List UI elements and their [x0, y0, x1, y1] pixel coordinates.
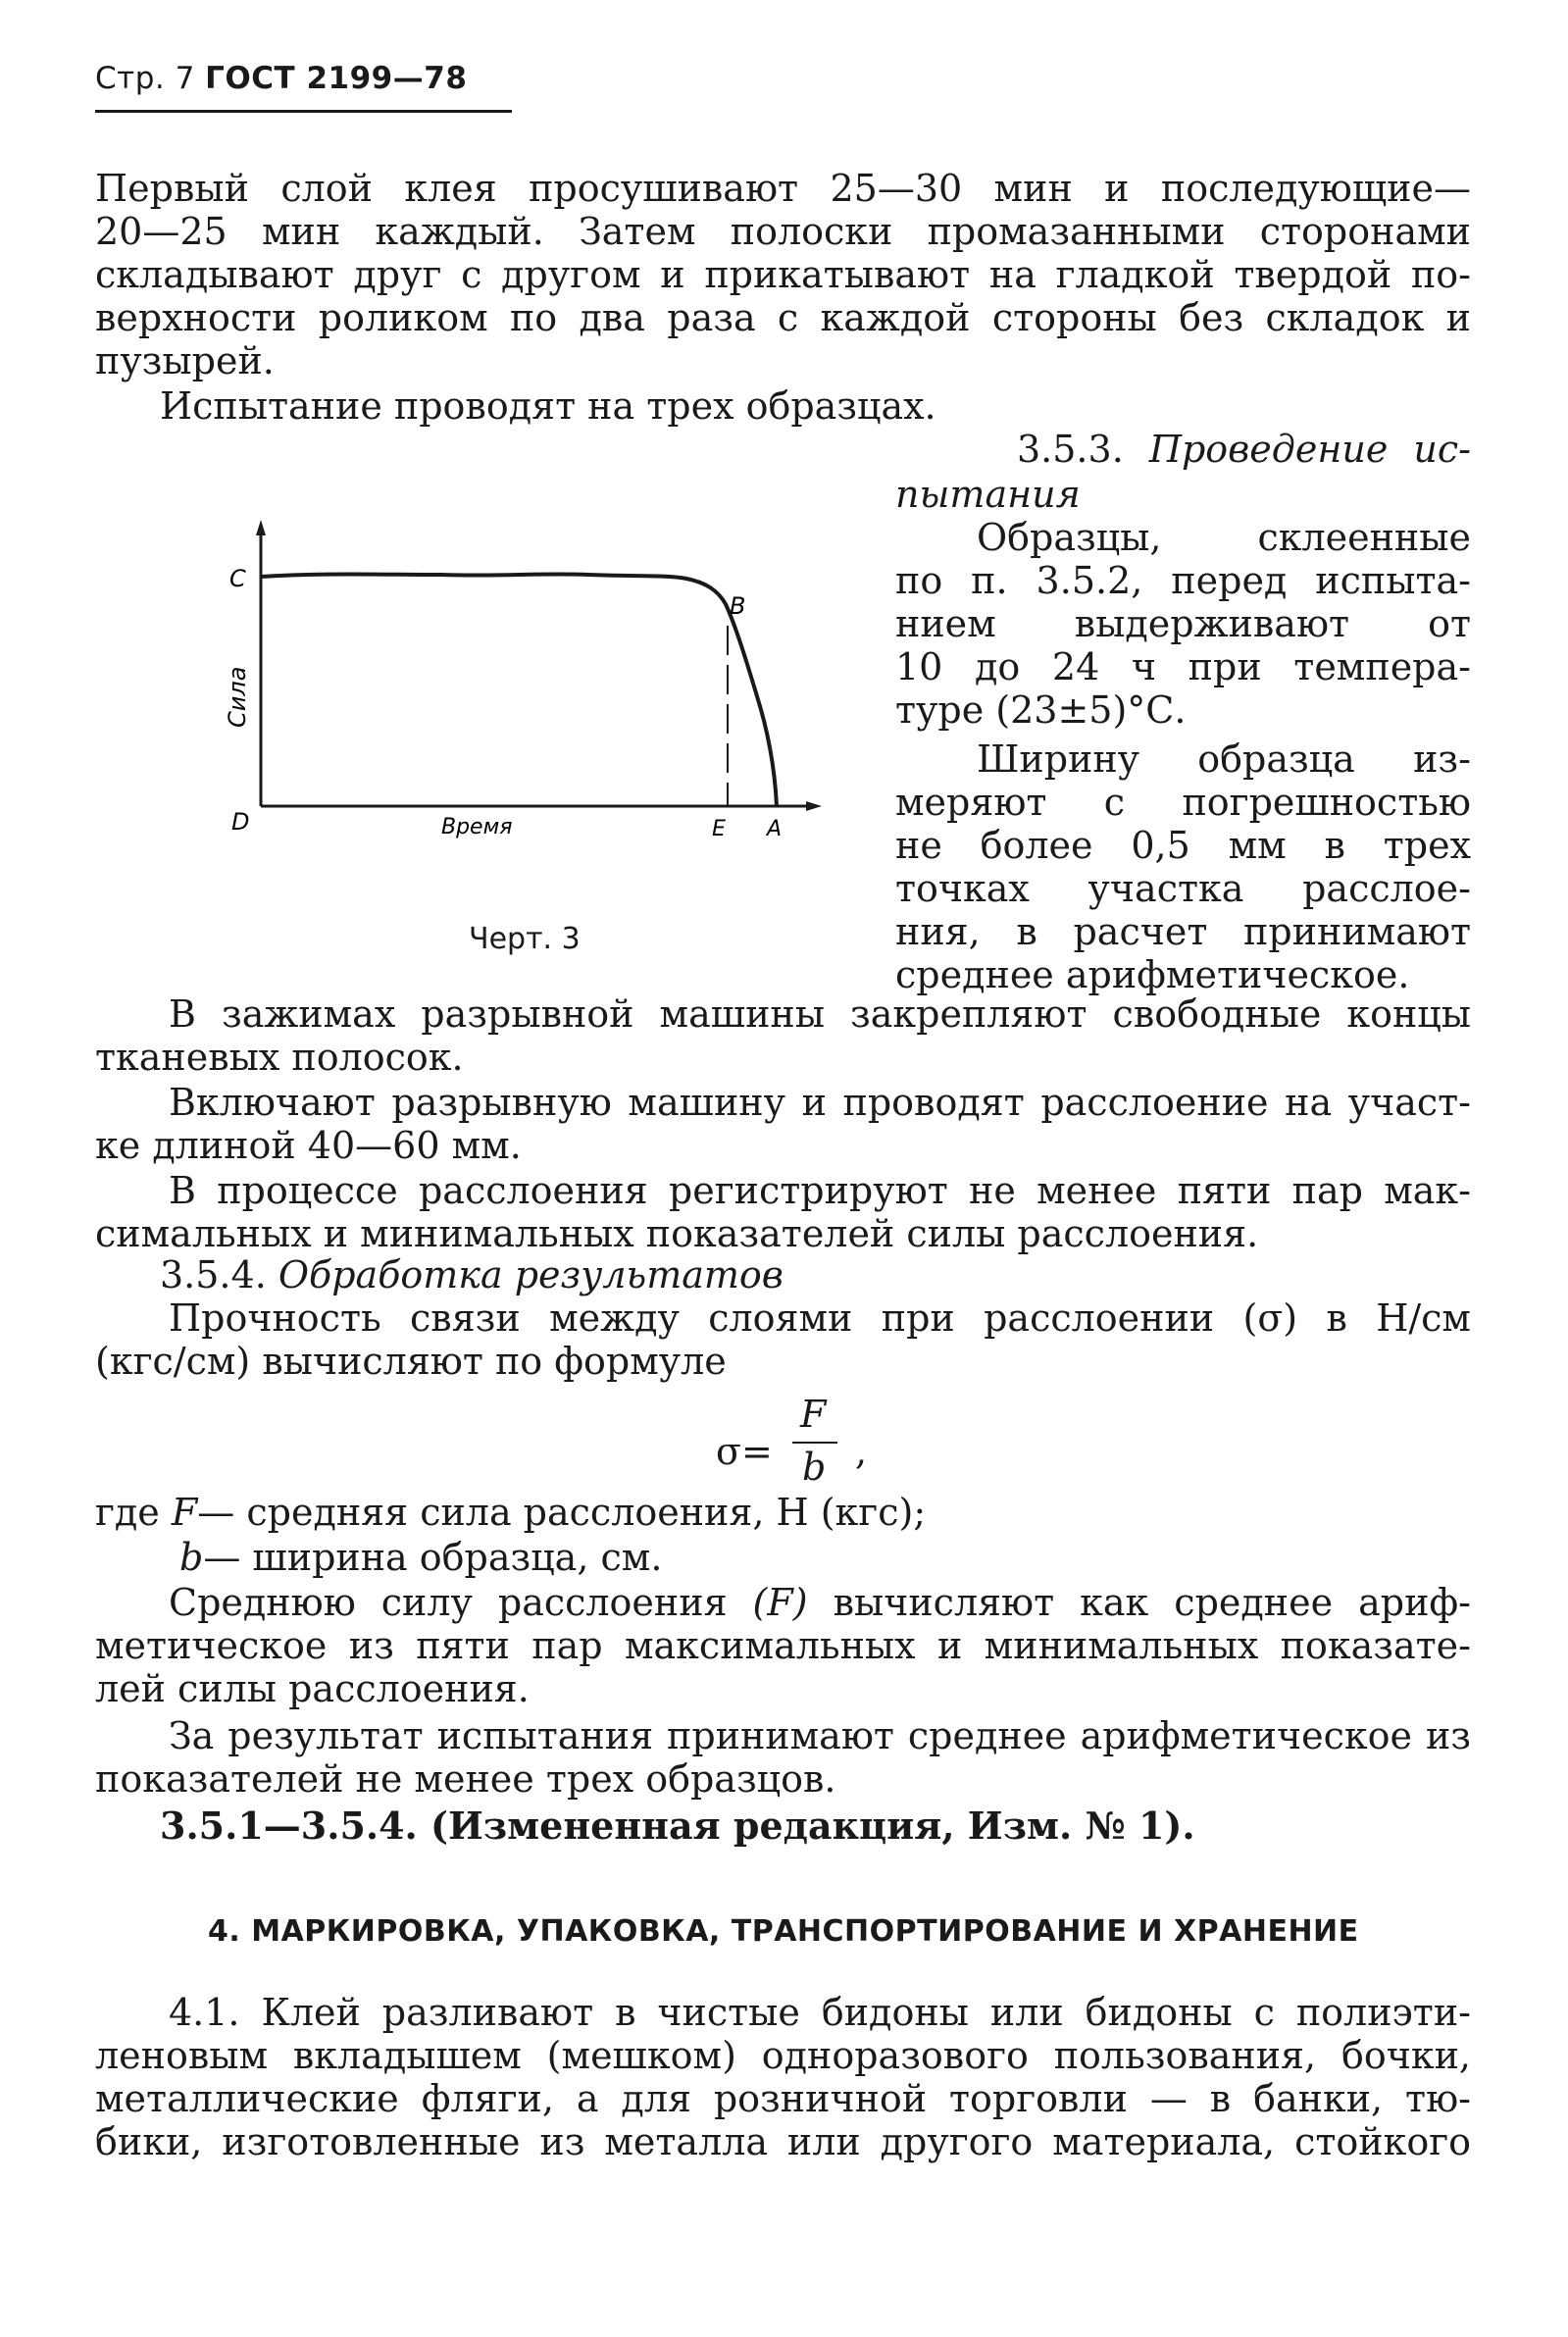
header-page: Стр. 7: [95, 61, 195, 96]
line: 4.1. Клей разливают в чистые бидоны или бидоны с полиэти-: [169, 1991, 1471, 2034]
side-paragraph-2: [895, 737, 1471, 996]
section-353-title-cont: пытания: [895, 473, 1081, 516]
line: Прочность связи между слоями при расслоении (σ) в Н/см: [169, 1296, 1471, 1340]
fraction-bar: [792, 1442, 837, 1444]
where-line-2: [179, 1536, 662, 1579]
section-353-number: 3.5.3.: [1017, 428, 1124, 471]
line: металлические фляги, а для розничной торговли — в банки, тю-: [95, 2077, 1471, 2120]
amendment-note: 3.5.1—3.5.4. (Измененная редакция, Изм. № 1).: [160, 1804, 1195, 1848]
force-time-figure: [216, 510, 824, 892]
line: ке длиной 40—60 мм.: [95, 1124, 522, 1167]
section-353-heading: [1017, 428, 1471, 471]
line: нием выдерживают от: [895, 602, 1471, 645]
point-c-label: C: [229, 565, 246, 592]
line: не более 0,5 мм в трех: [895, 824, 1471, 867]
line: верхности роликом по два раза с каждой стороны без складок и: [95, 296, 1471, 339]
paragraph-6: [95, 1296, 1471, 1383]
side-paragraph-1: [895, 516, 1471, 732]
formula-tail: ,: [855, 1430, 868, 1473]
p7-a: Среднюю силу расслоения: [169, 1581, 728, 1624]
where-line-1: [95, 1491, 926, 1534]
formula: [716, 1393, 941, 1500]
line: метическое из пяти пар максимальных и минимальных показате-: [95, 1624, 1471, 1667]
where-desc-f: — средняя сила расслоения, Н (кгс);: [197, 1491, 927, 1534]
line: складывают друг с другом и прикатывают на гладкой твердой по-: [95, 253, 1471, 296]
line: симальных и минимальных показателей силы расслоения.: [95, 1212, 1259, 1255]
line: точках участка расслое-: [895, 867, 1471, 910]
where-var-f: F: [171, 1491, 198, 1534]
figure-caption: Черт. 3: [469, 922, 581, 956]
line: За результат испытания принимают среднее арифметическое из: [169, 1714, 1471, 1757]
formula-denominator: b: [802, 1446, 827, 1489]
line: леновым вкладышем (мешком) одноразового пользования, бочки,: [95, 2034, 1471, 2077]
line: меряют с погрешностью: [895, 781, 1471, 824]
point-a-label: A: [767, 817, 783, 841]
line: Образцы, склеенные: [977, 516, 1471, 559]
y-axis-arrow: [256, 520, 266, 535]
header-text: [95, 61, 507, 96]
paragraph-10: [95, 1991, 1471, 2163]
x-axis-label: Время: [441, 815, 513, 839]
paragraph-3: [95, 992, 1471, 1079]
section-354-title: Обработка результатов: [278, 1253, 784, 1296]
line: В процессе расслоения регистрируют не менее пяти пар мак-: [169, 1169, 1471, 1212]
line: по п. 3.5.2, перед испыта-: [895, 559, 1471, 602]
point-d-label: D: [231, 808, 250, 836]
section-354-number: 3.5.4.: [160, 1253, 267, 1296]
line: [1017, 428, 1471, 471]
line: 20—25 мин каждый. Затем полоски промазанными сторонами: [95, 210, 1471, 253]
p7-var: (F): [752, 1581, 808, 1624]
x-axis-arrow: [806, 801, 822, 811]
section-354-heading: [160, 1253, 784, 1296]
line: среднее арифметическое.: [895, 953, 1410, 996]
paragraph-8: [95, 1714, 1471, 1801]
force-curve: [261, 574, 777, 806]
y-axis-label: Сила: [224, 666, 251, 728]
paragraph-7: [95, 1581, 1471, 1710]
line: [95, 1581, 1471, 1624]
paragraph-2: Испытание проводят на трех образцах.: [160, 384, 936, 428]
line: В зажимах разрывной машины закрепляют свободные концы: [169, 992, 1471, 1036]
paragraph-4: [95, 1081, 1471, 1167]
point-b-label: B: [730, 592, 746, 620]
line: показателей не менее трех образцов.: [95, 1757, 836, 1801]
paragraph-1: [95, 167, 1471, 382]
point-e-label: E: [712, 817, 726, 841]
formula-lhs: σ=: [716, 1430, 773, 1473]
header-rule: [95, 110, 512, 113]
section-4-title: 4. МАРКИРОВКА, УПАКОВКА, ТРАНСПОРТИРОВАНИЕ И ХРАНЕНИЕ: [208, 1914, 1359, 1949]
line: Ширину образца из-: [977, 737, 1471, 781]
line: лей силы расслоения.: [95, 1667, 530, 1710]
where-prefix: где: [95, 1491, 160, 1534]
line: ния, в расчет принимают: [895, 910, 1471, 953]
formula-numerator: F: [800, 1393, 827, 1436]
line: (кгс/см) вычисляют по формуле: [95, 1340, 727, 1383]
where-var-b: b: [179, 1536, 204, 1579]
where-desc-b: — ширина образца, см.: [203, 1536, 663, 1579]
header-code: ГОСТ 2199—78: [205, 61, 468, 96]
line: бики, изготовленные из металла или другого материала, стойкого: [95, 2120, 1471, 2163]
line: Первый слой клея просушивают 25—30 мин и последующие—: [95, 167, 1471, 210]
line: пузырей.: [95, 339, 275, 382]
p7-b: вычисляют как среднее ариф-: [833, 1581, 1471, 1624]
line: туре (23±5)°С.: [895, 688, 1187, 732]
line: тканевых полосок.: [95, 1036, 464, 1079]
line: Включают разрывную машину и проводят расслоение на участ-: [169, 1081, 1471, 1124]
line: 10 до 24 ч при темпера-: [895, 645, 1471, 688]
paragraph-5: [95, 1169, 1471, 1255]
section-353-title: Проведение ис-: [1148, 428, 1471, 471]
